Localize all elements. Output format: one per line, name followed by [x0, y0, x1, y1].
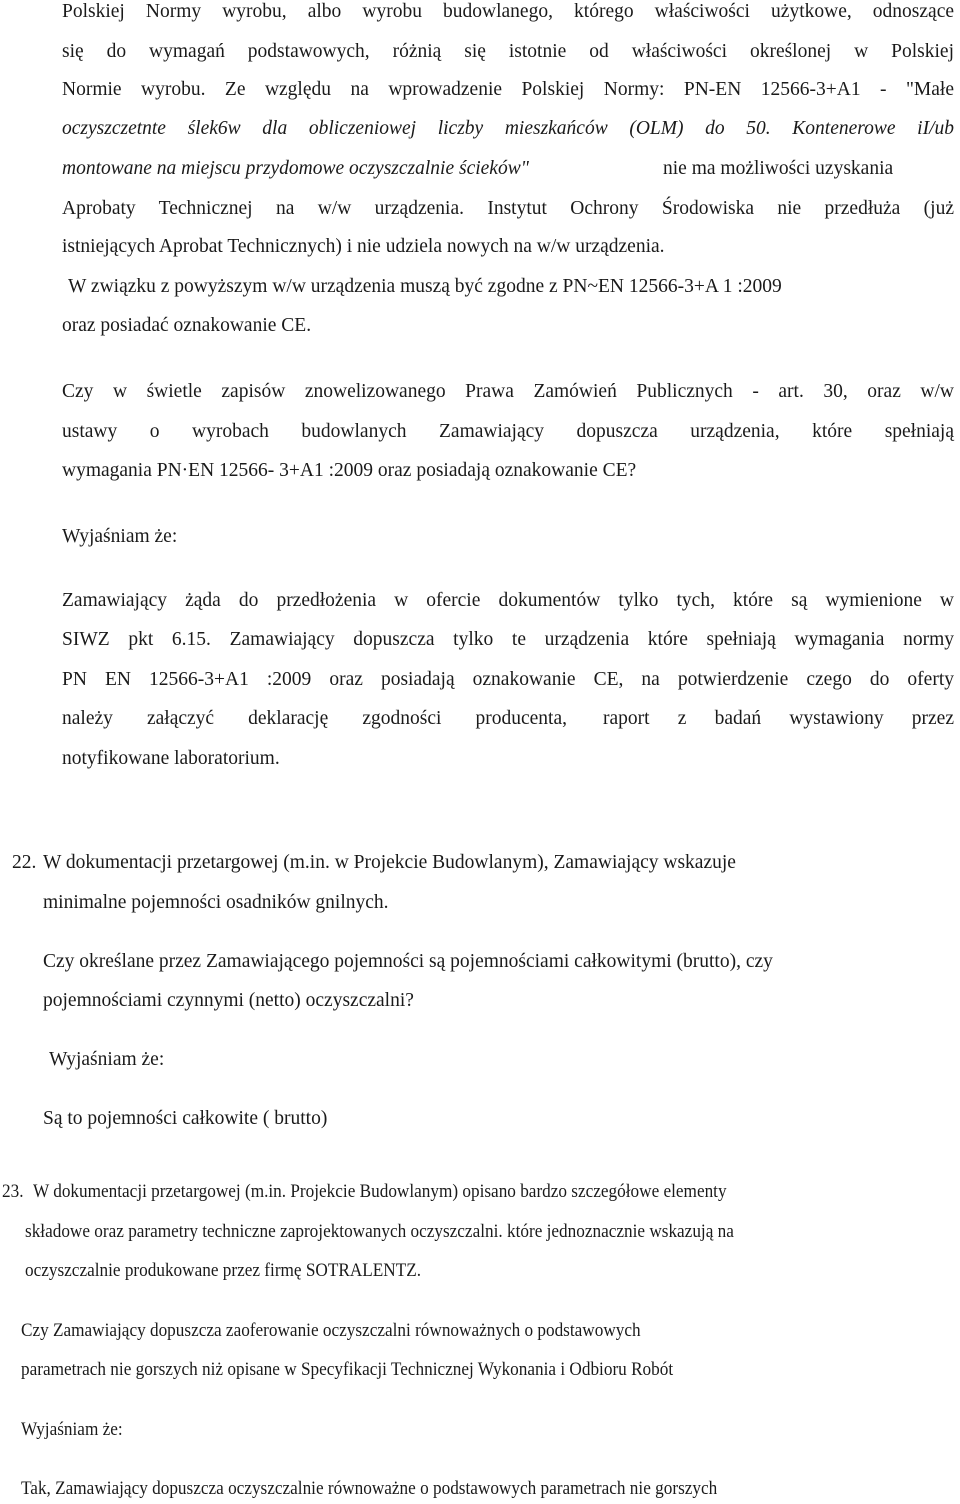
paragraph-line: montowane na miejscu przydomowe oczyszczalnie ścieków" [62, 158, 529, 179]
answer-line: należy załączyć deklarację zgodności producenta, [62, 708, 567, 729]
item-line: W dokumentacji przetargowej (m.in. w Projekcie Budowlanym), Zamawiający wskazuje [43, 852, 736, 873]
item-line: W dokumentacji przetargowej (m.in. Projekcie Budowlanym) opisano bardzo szczegółowe elementy [33, 1182, 727, 1202]
item-line: składowe oraz parametry techniczne zaprojektowanych oczyszczalni. które jednoznacznie wskazują na [25, 1222, 734, 1242]
question-line: Czy Zamawiający dopuszcza zaoferowanie oczyszczalni równoważnych o podstawowych [21, 1321, 641, 1341]
answer-line: Zamawiający żąda do przedłożenia w ofercie dokumentów tylko tych, które są wymienione w [62, 590, 954, 611]
item-line: minimalne pojemności osadników gnilnych. [43, 892, 389, 913]
paragraph-line: nie ma możliwości uzyskania [663, 158, 894, 179]
item-number: 22. [12, 852, 37, 873]
question-line: pojemnościami czynnymi (netto) oczyszczalni? [43, 990, 414, 1011]
paragraph-line: oraz posiadać oznakowanie CE. [62, 315, 312, 336]
answer-line: Są to pojemności całkowite ( brutto) [43, 1108, 328, 1129]
item-line: oczyszczalnie produkowane przez firmę SOTRALENTZ. [25, 1261, 422, 1281]
answer-line: notyfikowane laboratorium. [62, 748, 280, 769]
paragraph-line: oczyszczetnte ślek6w dla obliczeniowej liczby mieszkańców (OLM) do 50. Kontenerowe iI/ub [62, 118, 954, 139]
answer-line: PN EN 12566-3+A1 :2009 oraz posiadają oznakowanie CE, na potwierdzenie czego do oferty [62, 669, 954, 690]
explanation-heading: Wyjaśniam że: [49, 1049, 165, 1070]
question-line: Czy w świetle zapisów znowelizowanego Prawa Zamówień Publicznych - art. 30, oraz w/w [62, 381, 954, 402]
paragraph-line: Aprobaty Technicznej na w/w urządzenia. Instytut Ochrony Środowiska nie przedłuża (już [62, 198, 954, 219]
paragraph-line: się do wymagań podstawowych, różnią się istotnie od właściwości określonej w Polskiej [62, 41, 954, 62]
explanation-heading: Wyjaśniam że: [62, 526, 178, 547]
item-number: 23. [2, 1182, 24, 1202]
question-line: wymagania PN·EN 12566- 3+A1 :2009 oraz posiadają oznakowanie CE? [62, 460, 637, 481]
answer-line: raport z badań wystawiony przez [603, 708, 954, 729]
answer-line: Tak, Zamawiający dopuszcza oczyszczalnie równoważne o podstawowych parametrach nie gorszych [21, 1479, 718, 1499]
question-line: Czy określane przez Zamawiającego pojemności są pojemnościami całkowitymi (brutto), czy [43, 951, 773, 972]
paragraph-line: istniejących Aprobat Technicznych) i nie udziela nowych na w/w urządzenia. [62, 236, 665, 257]
question-line: ustawy o wyrobach budowlanych Zamawiający dopuszcza urządzenia, które spełniają [62, 421, 954, 442]
paragraph-line: Normie wyrobu. Ze względu na wprowadzenie Polskiej Normy: PN-EN 12566-3+A1 - "Małe [62, 79, 954, 100]
paragraph-line: Polskiej Normy wyrobu, albo wyrobu budowlanego, którego właściwości użytkowe, odnoszące [62, 1, 954, 22]
question-line: parametrach nie gorszych niż opisane w Specyfikacji Technicznej Wykonania i Odbioru Robót [21, 1360, 674, 1380]
explanation-heading: Wyjaśniam że: [21, 1420, 123, 1440]
paragraph-line: W związku z powyższym w/w urządzenia muszą być zgodne z PN~EN 12566-3+A 1 :2009 [68, 276, 782, 297]
answer-line: SIWZ pkt 6.15. Zamawiający dopuszcza tylko te urządzenia które spełniają wymagania normy [62, 629, 954, 650]
